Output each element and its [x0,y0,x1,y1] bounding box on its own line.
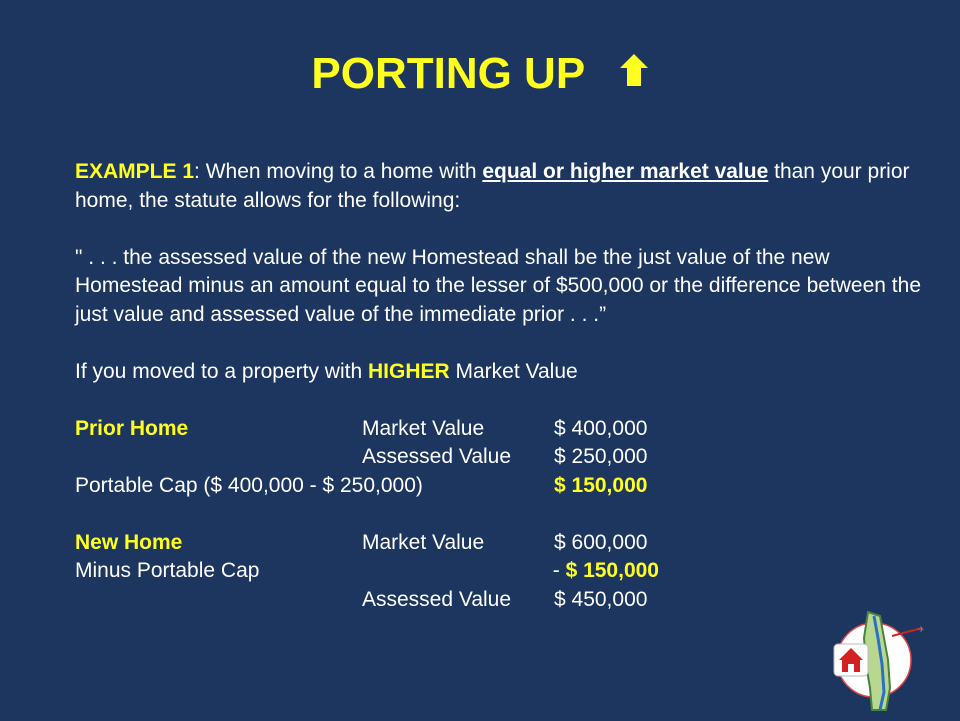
minus-cap-amount [553,557,659,586]
prior-market-label: Market Value [362,416,485,440]
intro-paragraph [75,158,925,215]
slide-title [0,44,960,104]
new-assessed-label: Assessed Value [362,587,512,611]
slide-body [75,158,925,614]
prior-home-market-row [75,415,925,444]
example-label: EXAMPLE 1 [75,160,195,183]
portable-cap-value: $ 150,000 [554,473,648,497]
prior-home-label: Prior Home [75,416,189,440]
statute-quote: " . . . the assessed value of the new Homestead shall be the just value of the new Homestead minus an amount equal to the lesser of $500,000 or the difference between the just value and assessed value of the immediate prior . . .” [75,245,921,326]
intro-emphasis: equal or higher market value [482,160,769,183]
minus-cap-label: Minus Portable Cap [75,559,260,582]
intro-text-after: than your prior home, the statute allows for the following: [75,160,910,212]
new-home-label: New Home [75,530,183,554]
prior-assessed-label: Assessed Value [362,445,512,468]
minus-sign: - [552,559,566,582]
portable-cap-label: Portable Cap ($ 400,000 - $ 250,000) [75,473,423,497]
arrow-up-icon [619,43,649,103]
scenario-prefix: If you moved to a property with [75,359,368,383]
county-map-home-logo [830,608,940,716]
minus-cap-value: $ 150,000 [565,559,659,582]
new-assessed-row [75,586,925,615]
new-market-label: Market Value [362,530,485,554]
title-text: PORTING UP [311,49,585,98]
new-home-market-row [75,529,925,558]
minus-cap-row [75,557,925,586]
scenario-suffix: Market Value [449,359,578,383]
scenario-line [75,358,925,387]
prior-market-value: $ 400,000 [554,416,648,440]
new-market-value: $ 600,000 [554,530,648,554]
svg-text:✈: ✈ [918,625,925,634]
scenario-highlight: HIGHER [367,359,450,383]
prior-home-assessed-row [75,443,925,472]
portable-cap-row [75,472,925,501]
new-assessed-value: $ 450,000 [554,587,648,611]
prior-assessed-value: $ 250,000 [554,445,648,468]
intro-text-before: : When moving to a home with [194,160,483,183]
